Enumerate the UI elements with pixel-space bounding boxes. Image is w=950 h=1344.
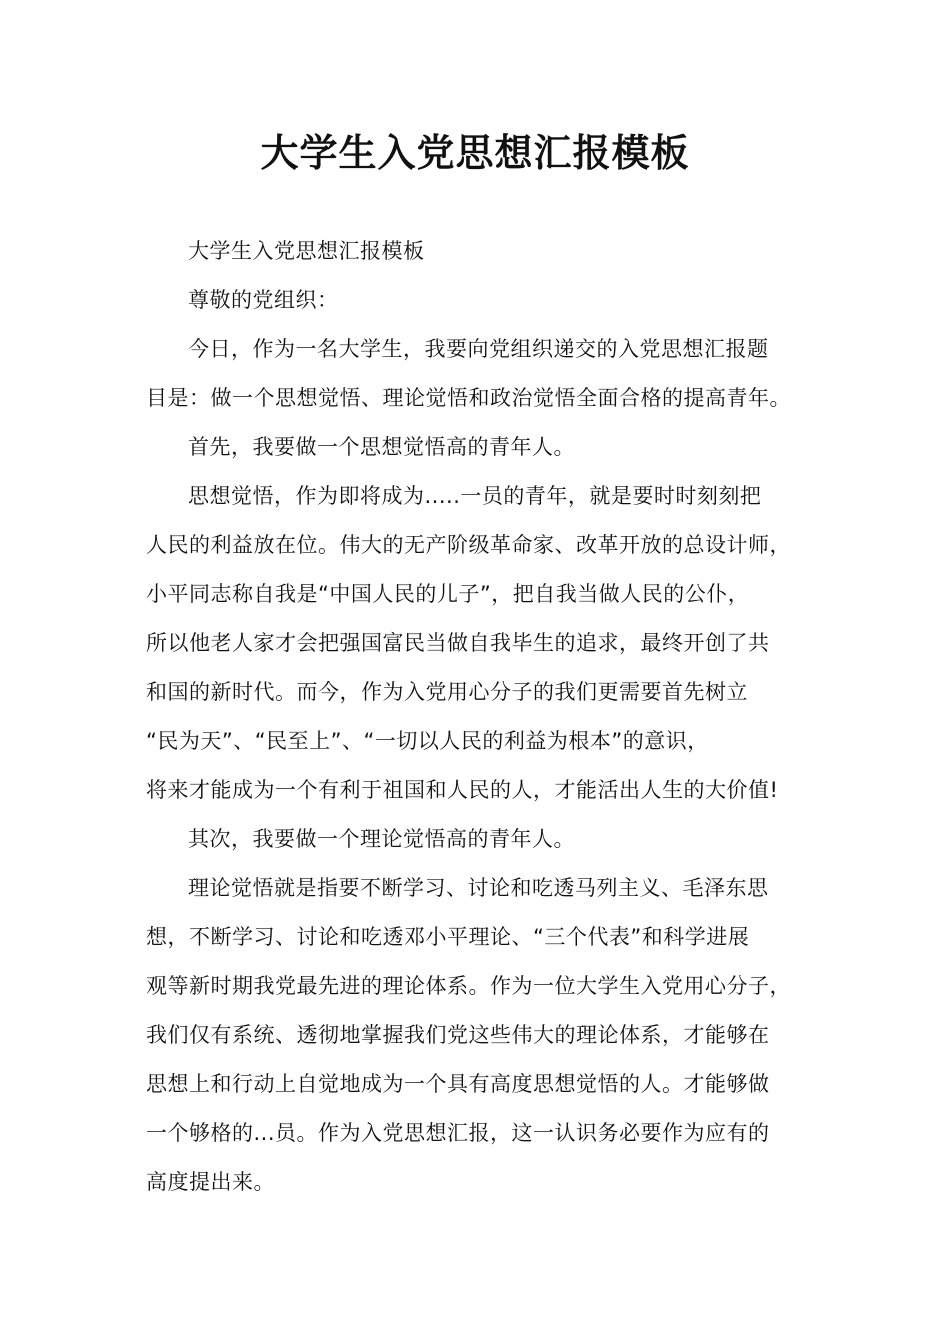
text-line: 今日，作为一名大学生，我要向党组织递交的入党思想汇报题 (188, 337, 769, 361)
text-line: 思想觉悟，作为即将成为.....一员的青年，就是要时时刻刻把 (188, 484, 762, 508)
paragraph-first-point (146, 423, 826, 472)
paragraph-second-point (146, 815, 826, 864)
text-line: 观等新时期我党最先进的理论体系。作为一位大学生入党用心分子， (146, 974, 791, 998)
paragraph-theoretical (146, 864, 826, 1207)
text-line: 所以他老人家才会把强国富民当做自我毕生的追求，最终开创了共 (146, 631, 770, 655)
page-title: 大学生入党思想汇报模板 (260, 131, 690, 175)
text-line: 首先，我要做一个思想觉悟高的青年人。 (188, 435, 575, 459)
text-line: 想，不断学习、讨论和吃透邓小平理论、“三个代表”和科学进展 (146, 925, 750, 949)
text-line: 将来才能成为一个有利于祖国和人民的人，才能活出人生的大价值! (146, 778, 779, 802)
text-line: 人民的利益放在位。伟大的无产阶级革命家、改革开放的总设计师， (146, 533, 791, 557)
text-line: 目是：做一个思想觉悟、理论觉悟和政治觉悟全面合格的提高青年。 (146, 386, 791, 410)
document-body (146, 227, 826, 1207)
paragraph-subtitle (146, 227, 826, 276)
paragraph-intro (146, 325, 826, 423)
text-line: 我们仅有系统、透彻地掌握我们党这些伟大的理论体系，才能够在 (146, 1023, 770, 1047)
text-line: 尊敬的党组织： (188, 288, 339, 312)
text-line: 其次，我要做一个理论觉悟高的青年人。 (188, 827, 575, 851)
text-line: 思想上和行动上自觉地成为一个具有高度思想觉悟的人。才能够做 (146, 1072, 770, 1096)
text-line: 理论觉悟就是指要不断学习、讨论和吃透马列主义、毛泽东思 (188, 876, 769, 900)
text-line: “民为天”、“民至上”、“一切以人民的利益为根本”的意识， (146, 729, 709, 753)
text-line: 小平同志称自我是“中国人民的儿子”，把自我当做人民的公仆， (146, 582, 750, 606)
paragraph-salutation (146, 276, 826, 325)
text-line: 大学生入党思想汇报模板 (188, 239, 425, 263)
text-line: 和国的新时代。而今，作为入党用心分子的我们更需要首先树立 (146, 680, 748, 704)
text-line: 一个够格的...员。作为入党思想汇报，这一认识务必要作为应有的 (146, 1121, 770, 1145)
text-line: 高度提出来。 (146, 1170, 275, 1194)
paragraph-ideological (146, 472, 826, 815)
